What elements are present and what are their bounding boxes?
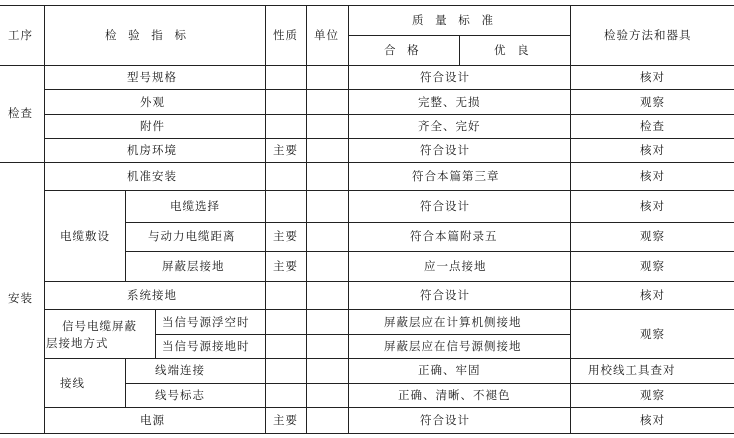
header-bottom-line	[0, 65, 734, 66]
group-cable-laying: 电缆敷设	[60, 229, 110, 243]
standard-appearance: 完整、无损	[418, 95, 481, 109]
method-signal-shield: 观察	[640, 327, 665, 341]
header-process: 工序	[8, 28, 33, 42]
standard-source-floating: 屏蔽层应在计算机侧接地	[384, 315, 522, 329]
method-model-spec: 核对	[640, 70, 665, 84]
standard-cable-selection: 符合设计	[420, 199, 470, 213]
method-wire-mark: 观察	[640, 388, 665, 402]
standard-rack-install: 符合本篇第三章	[412, 169, 500, 183]
col-line	[459, 35, 460, 65]
col-line	[125, 358, 126, 407]
row-line	[44, 309, 734, 310]
nature-room-env: 主要	[273, 143, 298, 157]
method-room-env: 核对	[640, 143, 665, 157]
item-rack-install: 机准安装	[127, 169, 177, 183]
header-nature: 性质	[273, 28, 298, 42]
standard-shield-ground: 应一点接地	[424, 259, 487, 273]
header-qualified: 合 格	[384, 43, 423, 57]
method-cable-selection: 核对	[640, 199, 665, 213]
method-power: 核对	[640, 413, 665, 427]
section-divider-line	[0, 162, 734, 163]
header-unit: 单位	[314, 28, 339, 42]
method-rack-install: 核对	[640, 169, 665, 183]
row-line	[44, 89, 734, 90]
item-source-grounded: 当信号源接地时	[162, 339, 250, 353]
row-line	[125, 251, 734, 252]
header-excellent: 优 良	[494, 43, 533, 57]
group-wiring: 接线	[60, 376, 85, 390]
item-terminal-connection: 线端连接	[155, 363, 205, 377]
table-bottom-border	[0, 433, 734, 434]
group-signal-shield-line1: 信号电缆屏蔽	[62, 319, 137, 333]
standard-accessories: 齐全、完好	[418, 119, 481, 133]
standard-model-spec: 符合设计	[420, 70, 470, 84]
col-line	[44, 5, 45, 433]
standard-wire-mark: 正确、清晰、不褪色	[398, 388, 511, 402]
item-power-cable-distance: 与动力电缆距离	[148, 229, 236, 243]
header-quality-standard: 质 量 标 准	[412, 13, 497, 27]
item-source-floating: 当信号源浮空时	[162, 315, 250, 329]
row-line	[125, 222, 734, 223]
nature-power: 主要	[273, 413, 298, 427]
item-cable-selection: 电缆选择	[170, 199, 220, 213]
item-model-spec: 型号规格	[127, 70, 177, 84]
method-terminal-connection: 用校线工具查对	[588, 363, 676, 377]
header-method: 检验方法和器具	[604, 28, 692, 42]
col-line	[265, 5, 266, 433]
standard-room-env: 符合设计	[420, 143, 470, 157]
row-line	[44, 358, 734, 359]
item-appearance: 外观	[140, 95, 165, 109]
col-line	[155, 309, 156, 358]
item-power: 电源	[140, 413, 165, 427]
col-line	[125, 190, 126, 281]
standard-terminal-connection: 正确、牢固	[418, 363, 481, 377]
standard-power-cable-distance: 符合本篇附录五	[410, 229, 498, 243]
row-line	[44, 407, 734, 408]
row-line	[125, 383, 734, 384]
section-check: 检查	[8, 106, 33, 120]
item-shield-ground: 屏蔽层接地	[162, 259, 225, 273]
method-shield-ground: 观察	[640, 259, 665, 273]
row-line	[44, 138, 734, 139]
nature-shield-ground: 主要	[273, 259, 298, 273]
item-accessories: 附件	[140, 119, 165, 133]
method-accessories: 检查	[640, 119, 665, 133]
nature-power-cable-distance: 主要	[273, 229, 298, 243]
item-wire-mark: 线号标志	[155, 388, 205, 402]
col-line	[348, 5, 349, 433]
method-system-ground: 核对	[640, 288, 665, 302]
col-line	[570, 5, 571, 433]
header-inspection-item: 检 验 指 标	[105, 28, 190, 42]
item-room-env: 机房环境	[127, 143, 177, 157]
row-line	[155, 334, 570, 335]
section-install: 安装	[8, 291, 33, 305]
row-line	[44, 190, 734, 191]
method-appearance: 观察	[640, 95, 665, 109]
item-system-ground: 系统接地	[127, 288, 177, 302]
row-line	[44, 114, 734, 115]
standard-source-grounded: 屏蔽层应在信号源侧接地	[384, 339, 522, 353]
standard-power: 符合设计	[420, 413, 470, 427]
table-top-border	[0, 5, 734, 6]
standard-system-ground: 符合设计	[420, 288, 470, 302]
row-line	[44, 281, 734, 282]
method-power-cable-distance: 观察	[640, 229, 665, 243]
group-signal-shield-line2: 层接地方式	[46, 336, 109, 350]
col-line	[306, 5, 307, 433]
